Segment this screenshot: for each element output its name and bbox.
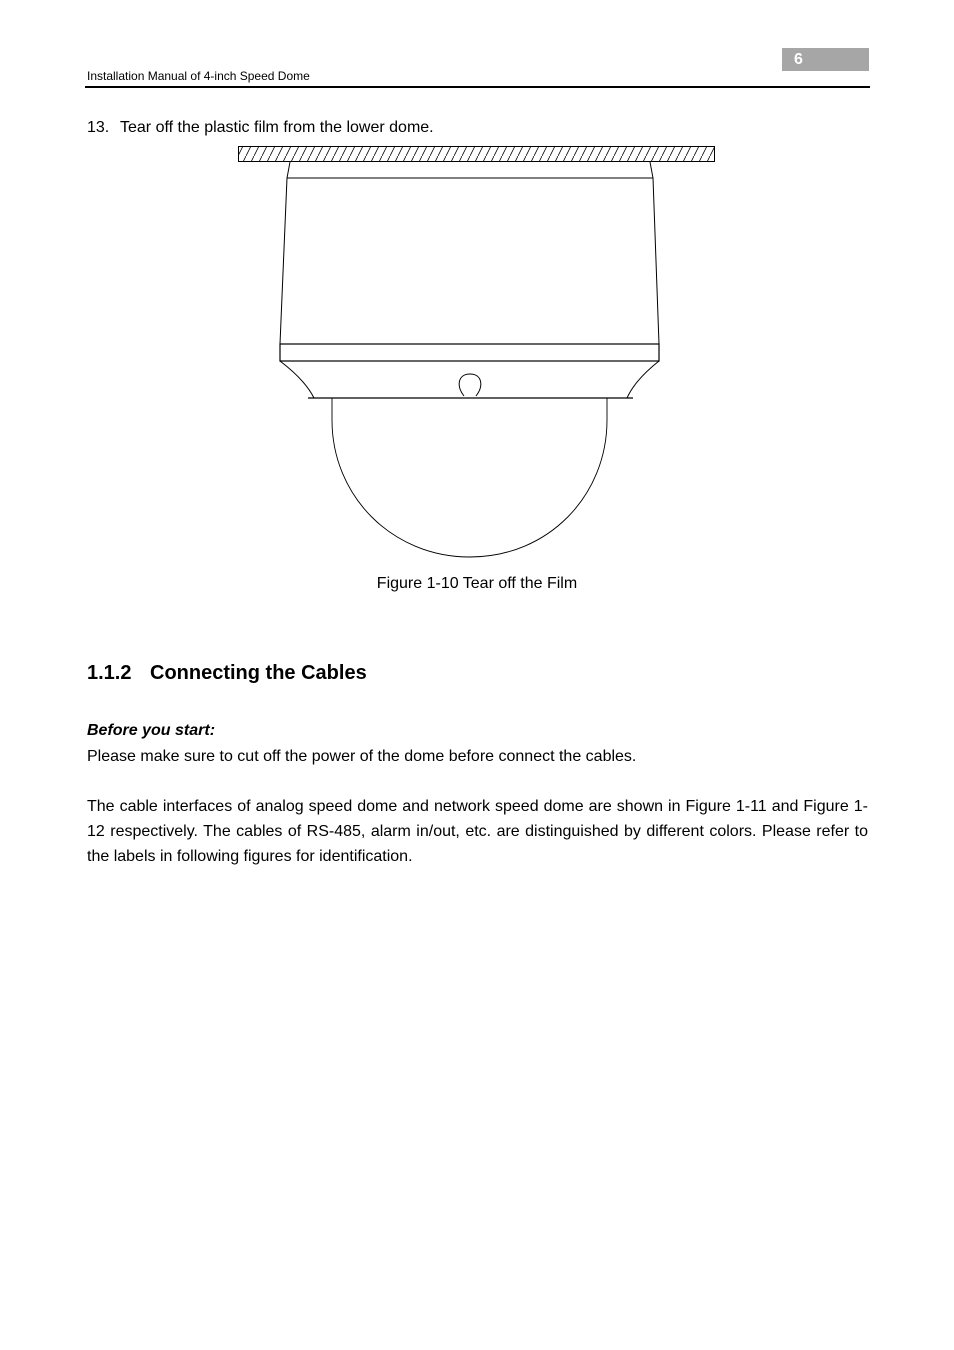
section-number: 1.1.2 — [87, 662, 132, 684]
lower-ring — [280, 361, 659, 398]
dome-housing — [280, 178, 659, 344]
page-number-box — [782, 48, 869, 71]
body-paragraph-cables: The cable interfaces of analog speed dome and network speed dome are shown in Figure 1-11 and Figure 1-12 respectively. The cables of RS-485, alarm in/out, etc. are distinguished by different colors. Please refer to the labels in following figures for identification. — [87, 798, 868, 865]
mount-neck-right — [650, 162, 653, 178]
before-you-start-label: Before you start: — [87, 722, 216, 739]
indicator-notch — [459, 374, 481, 396]
step-text: Tear off the plastic film from the lower dome. — [120, 119, 434, 136]
step-number: 13. — [87, 119, 110, 136]
mount-neck-left — [287, 162, 290, 178]
page-number: 6 — [794, 51, 803, 68]
figure-caption: Figure 1-10 Tear off the Film — [376, 575, 578, 592]
ceiling-plate — [239, 147, 715, 162]
trim-band — [280, 344, 659, 361]
section-heading — [87, 660, 367, 686]
step-item — [87, 118, 434, 138]
speed-dome-illustration — [230, 140, 724, 564]
lower-dome — [332, 398, 607, 557]
body-paragraph-power: Please make sure to cut off the power of the dome before connect the cables. — [87, 748, 637, 765]
header-rule — [85, 86, 870, 88]
header-title: Installation Manual of 4-inch Speed Dome — [87, 69, 310, 83]
section-title: Connecting the Cables — [150, 662, 367, 684]
